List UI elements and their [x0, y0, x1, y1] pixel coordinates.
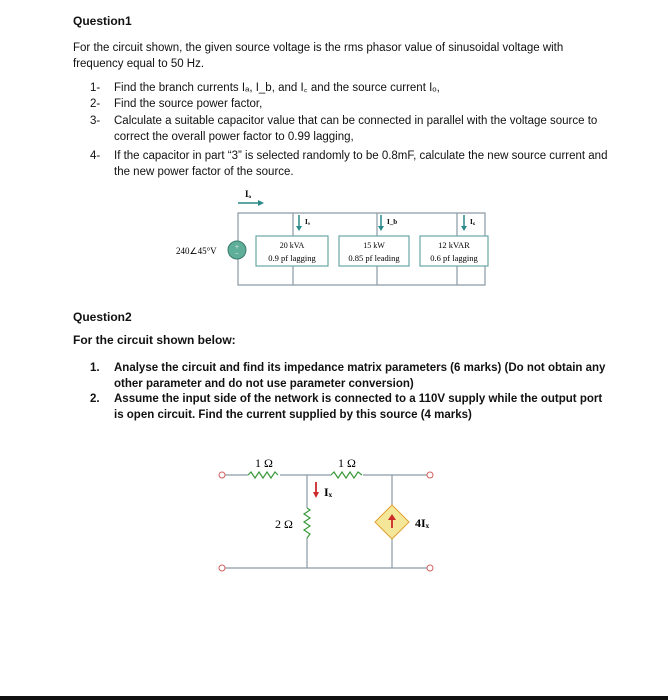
- current-label-b: I_b: [387, 218, 398, 226]
- svg-text:−: −: [235, 250, 239, 258]
- q1-item-4: 4- If the capacitor in part “3” is selected randomly to be 0.8mF, calculate the new source current and the new power factor of the source.: [90, 150, 608, 178]
- resistor-3-icon: [304, 508, 310, 538]
- source-current-label: Iₒ: [245, 189, 252, 199]
- q2-item-1: 1. Analyse the circuit and find its impedance matrix parameters (6 marks) (Do not obtain any other parameter and do not use parameter conversion): [90, 362, 606, 390]
- load-c-rating: 12 kVAR: [438, 240, 470, 250]
- load-b-pf: 0.85 pf leading: [348, 253, 400, 263]
- question1-title: Question1: [73, 14, 132, 28]
- resistor-1-icon: [248, 472, 278, 478]
- question1-intro: For the circuit shown, the given source voltage is the rms phasor value of sinusoidal voltage with frequency equal to 50 Hz.: [73, 42, 564, 70]
- terminal-3: [219, 565, 225, 571]
- question2-title: Question2: [73, 310, 132, 324]
- source-voltage-label: 240∠45°V: [176, 246, 217, 256]
- load-a-rating: 20 kVA: [279, 241, 305, 250]
- current-label-a: Iₐ: [305, 218, 310, 226]
- r3-label: 2 Ω: [275, 517, 293, 531]
- q1-item-1: 1- Find the branch currents Iₐ, I_b, and I꜀ and the source current Iₒ,: [90, 82, 440, 94]
- ix-label: Iₓ: [324, 485, 333, 499]
- q1-item-2: 2- Find the source power factor,: [90, 98, 263, 110]
- load-c-pf: 0.6 pf lagging: [430, 253, 478, 263]
- question2-subtitle: For the circuit shown below:: [73, 333, 236, 347]
- q1-item-3: 3- Calculate a suitable capacitor value that can be connected in parallel with the voltage source to correct the overall power factor to 0.99 lagging,: [90, 115, 598, 143]
- terminal-2: [427, 472, 433, 478]
- bottom-border: [0, 696, 668, 700]
- terminal-4: [427, 565, 433, 571]
- q2-item-2: 2. Assume the input side of the network is connected to a 110V supply while the output port is open circuit. Find the current supplied by this source (4 marks): [90, 393, 603, 421]
- r2-label: 1 Ω: [338, 456, 356, 470]
- load-b-rating: 15 kW: [363, 241, 385, 250]
- load-a-pf: 0.9 pf lagging: [268, 253, 316, 263]
- resistor-2-icon: [331, 472, 362, 478]
- svg-text:+: +: [235, 243, 239, 251]
- dep-source-label: 4Iₓ: [415, 516, 430, 530]
- terminal-1: [219, 472, 225, 478]
- current-label-c: I꜀: [470, 218, 476, 226]
- r1-label: 1 Ω: [255, 456, 273, 470]
